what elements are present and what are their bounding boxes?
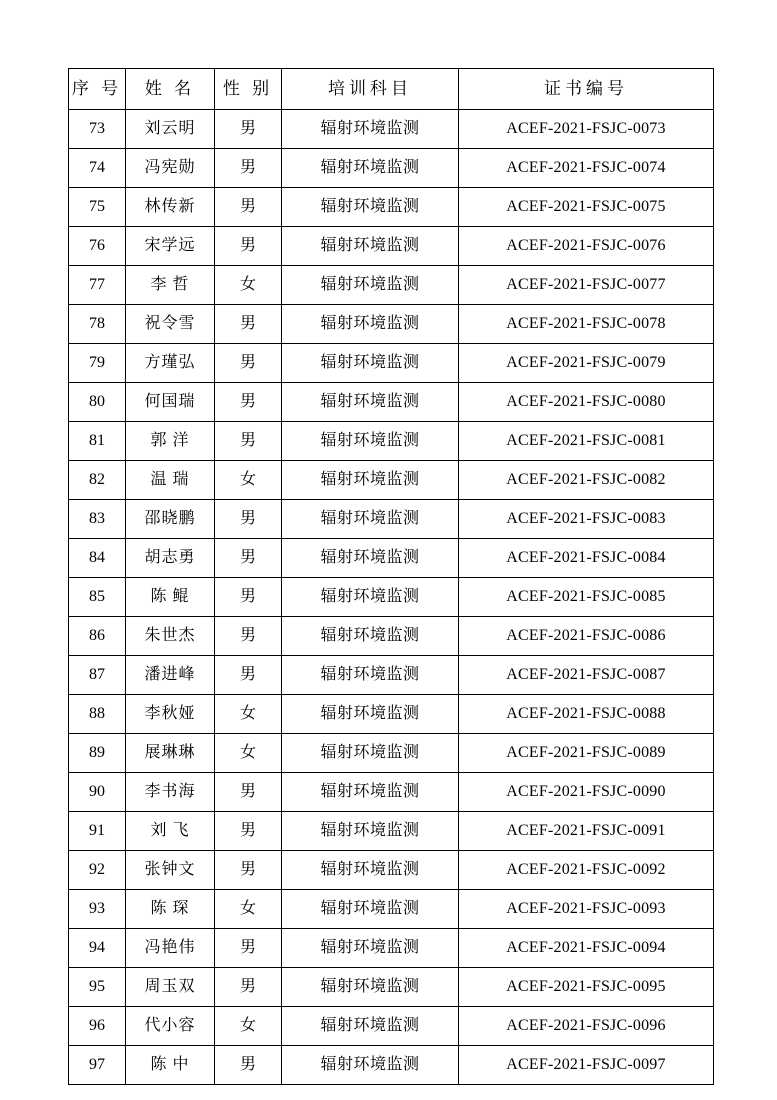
cell-subject: 辐射环境监测	[282, 890, 459, 929]
cell-gender: 男	[215, 578, 282, 617]
cell-cert: ACEF-2021-FSJC-0082	[459, 461, 714, 500]
cell-gender: 男	[215, 773, 282, 812]
cell-subject: 辐射环境监测	[282, 227, 459, 266]
cell-gender: 男	[215, 227, 282, 266]
table-row	[69, 929, 714, 968]
cell-name: 刘云明	[126, 110, 215, 149]
cell-cert: ACEF-2021-FSJC-0092	[459, 851, 714, 890]
cell-seq: 83	[69, 500, 126, 539]
cell-gender: 男	[215, 812, 282, 851]
cell-subject: 辐射环境监测	[282, 422, 459, 461]
table-header	[69, 69, 714, 110]
cell-name: 潘进峰	[126, 656, 215, 695]
cell-name: 林传新	[126, 188, 215, 227]
cell-subject: 辐射环境监测	[282, 773, 459, 812]
cell-seq: 87	[69, 656, 126, 695]
cell-name: 祝令雪	[126, 305, 215, 344]
cell-name: 展琳琳	[126, 734, 215, 773]
table-row	[69, 890, 714, 929]
table-row	[69, 305, 714, 344]
table-row	[69, 773, 714, 812]
table-row	[69, 266, 714, 305]
cell-subject: 辐射环境监测	[282, 188, 459, 227]
cell-cert: ACEF-2021-FSJC-0076	[459, 227, 714, 266]
table-row	[69, 461, 714, 500]
cell-name: 李秋娅	[126, 695, 215, 734]
cell-gender: 男	[215, 344, 282, 383]
cell-gender: 女	[215, 695, 282, 734]
table-row	[69, 1007, 714, 1046]
cell-gender: 女	[215, 1007, 282, 1046]
cell-seq: 79	[69, 344, 126, 383]
cell-subject: 辐射环境监测	[282, 617, 459, 656]
column-header-name: 姓 名	[126, 69, 215, 110]
cell-seq: 86	[69, 617, 126, 656]
table-row	[69, 578, 714, 617]
cell-gender: 女	[215, 890, 282, 929]
cell-subject: 辐射环境监测	[282, 383, 459, 422]
cell-gender: 女	[215, 266, 282, 305]
cell-seq: 81	[69, 422, 126, 461]
table-row	[69, 734, 714, 773]
cell-subject: 辐射环境监测	[282, 656, 459, 695]
cell-subject: 辐射环境监测	[282, 1046, 459, 1085]
cell-seq: 95	[69, 968, 126, 1007]
cell-cert: ACEF-2021-FSJC-0079	[459, 344, 714, 383]
column-header-seq: 序 号	[69, 69, 126, 110]
table-body	[69, 110, 714, 1085]
cell-cert: ACEF-2021-FSJC-0091	[459, 812, 714, 851]
table-row	[69, 383, 714, 422]
cell-subject: 辐射环境监测	[282, 344, 459, 383]
cell-subject: 辐射环境监测	[282, 929, 459, 968]
certificate-table-container	[68, 68, 708, 1085]
cell-name: 方瑾弘	[126, 344, 215, 383]
cell-gender: 女	[215, 461, 282, 500]
cell-name: 胡志勇	[126, 539, 215, 578]
table-header-row	[69, 69, 714, 110]
cell-seq: 80	[69, 383, 126, 422]
cell-name: 冯宪勋	[126, 149, 215, 188]
cell-cert: ACEF-2021-FSJC-0080	[459, 383, 714, 422]
cell-seq: 97	[69, 1046, 126, 1085]
cell-cert: ACEF-2021-FSJC-0086	[459, 617, 714, 656]
cell-name: 何国瑞	[126, 383, 215, 422]
cell-cert: ACEF-2021-FSJC-0085	[459, 578, 714, 617]
column-header-gender: 性 别	[215, 69, 282, 110]
cell-seq: 93	[69, 890, 126, 929]
table-row	[69, 344, 714, 383]
cell-name: 张钟文	[126, 851, 215, 890]
cell-subject: 辐射环境监测	[282, 1007, 459, 1046]
cell-seq: 76	[69, 227, 126, 266]
cell-seq: 77	[69, 266, 126, 305]
cell-name: 陈 琛	[126, 890, 215, 929]
cell-cert: ACEF-2021-FSJC-0093	[459, 890, 714, 929]
cell-gender: 男	[215, 188, 282, 227]
cell-name: 邵晓鹏	[126, 500, 215, 539]
cell-subject: 辐射环境监测	[282, 578, 459, 617]
cell-seq: 78	[69, 305, 126, 344]
cell-name: 周玉双	[126, 968, 215, 1007]
cell-seq: 73	[69, 110, 126, 149]
cell-cert: ACEF-2021-FSJC-0094	[459, 929, 714, 968]
cell-name: 刘 飞	[126, 812, 215, 851]
cell-gender: 女	[215, 734, 282, 773]
cell-seq: 84	[69, 539, 126, 578]
cell-subject: 辐射环境监测	[282, 851, 459, 890]
table-row	[69, 617, 714, 656]
cell-subject: 辐射环境监测	[282, 968, 459, 1007]
cell-gender: 男	[215, 929, 282, 968]
cell-seq: 90	[69, 773, 126, 812]
column-header-subject: 培训科目	[282, 69, 459, 110]
table-row	[69, 227, 714, 266]
cell-name: 宋学远	[126, 227, 215, 266]
table-row	[69, 110, 714, 149]
table-row	[69, 851, 714, 890]
cell-subject: 辐射环境监测	[282, 305, 459, 344]
cell-subject: 辐射环境监测	[282, 110, 459, 149]
cell-subject: 辐射环境监测	[282, 812, 459, 851]
table-row	[69, 149, 714, 188]
cell-cert: ACEF-2021-FSJC-0087	[459, 656, 714, 695]
cell-gender: 男	[215, 617, 282, 656]
cell-cert: ACEF-2021-FSJC-0074	[459, 149, 714, 188]
cell-gender: 男	[215, 500, 282, 539]
table-row	[69, 422, 714, 461]
cell-subject: 辐射环境监测	[282, 149, 459, 188]
cell-cert: ACEF-2021-FSJC-0081	[459, 422, 714, 461]
cell-cert: ACEF-2021-FSJC-0078	[459, 305, 714, 344]
cell-name: 郭 洋	[126, 422, 215, 461]
cell-name: 陈 鲲	[126, 578, 215, 617]
cell-seq: 74	[69, 149, 126, 188]
table-row	[69, 695, 714, 734]
cell-gender: 男	[215, 656, 282, 695]
cell-subject: 辐射环境监测	[282, 734, 459, 773]
table-row	[69, 968, 714, 1007]
cell-subject: 辐射环境监测	[282, 539, 459, 578]
cell-cert: ACEF-2021-FSJC-0089	[459, 734, 714, 773]
cell-gender: 男	[215, 305, 282, 344]
cell-gender: 男	[215, 110, 282, 149]
cell-gender: 男	[215, 422, 282, 461]
cell-cert: ACEF-2021-FSJC-0088	[459, 695, 714, 734]
cell-gender: 男	[215, 383, 282, 422]
cell-name: 冯艳伟	[126, 929, 215, 968]
cell-name: 陈 中	[126, 1046, 215, 1085]
cell-name: 代小容	[126, 1007, 215, 1046]
certificate-table	[68, 68, 714, 1085]
cell-seq: 94	[69, 929, 126, 968]
cell-cert: ACEF-2021-FSJC-0083	[459, 500, 714, 539]
cell-seq: 92	[69, 851, 126, 890]
cell-cert: ACEF-2021-FSJC-0097	[459, 1046, 714, 1085]
cell-cert: ACEF-2021-FSJC-0075	[459, 188, 714, 227]
column-header-cert: 证书编号	[459, 69, 714, 110]
cell-seq: 82	[69, 461, 126, 500]
cell-gender: 男	[215, 968, 282, 1007]
cell-seq: 88	[69, 695, 126, 734]
cell-name: 李 哲	[126, 266, 215, 305]
cell-seq: 85	[69, 578, 126, 617]
cell-subject: 辐射环境监测	[282, 461, 459, 500]
table-row	[69, 539, 714, 578]
cell-subject: 辐射环境监测	[282, 500, 459, 539]
cell-gender: 男	[215, 851, 282, 890]
cell-name: 朱世杰	[126, 617, 215, 656]
cell-seq: 89	[69, 734, 126, 773]
cell-name: 李书海	[126, 773, 215, 812]
cell-cert: ACEF-2021-FSJC-0095	[459, 968, 714, 1007]
cell-cert: ACEF-2021-FSJC-0084	[459, 539, 714, 578]
cell-gender: 男	[215, 1046, 282, 1085]
table-row	[69, 188, 714, 227]
cell-cert: ACEF-2021-FSJC-0073	[459, 110, 714, 149]
cell-subject: 辐射环境监测	[282, 266, 459, 305]
cell-seq: 96	[69, 1007, 126, 1046]
cell-gender: 男	[215, 149, 282, 188]
cell-cert: ACEF-2021-FSJC-0090	[459, 773, 714, 812]
cell-cert: ACEF-2021-FSJC-0077	[459, 266, 714, 305]
table-row	[69, 500, 714, 539]
table-row	[69, 1046, 714, 1085]
cell-cert: ACEF-2021-FSJC-0096	[459, 1007, 714, 1046]
cell-gender: 男	[215, 539, 282, 578]
table-row	[69, 812, 714, 851]
table-row	[69, 656, 714, 695]
cell-subject: 辐射环境监测	[282, 695, 459, 734]
cell-name: 温 瑞	[126, 461, 215, 500]
cell-seq: 75	[69, 188, 126, 227]
cell-seq: 91	[69, 812, 126, 851]
